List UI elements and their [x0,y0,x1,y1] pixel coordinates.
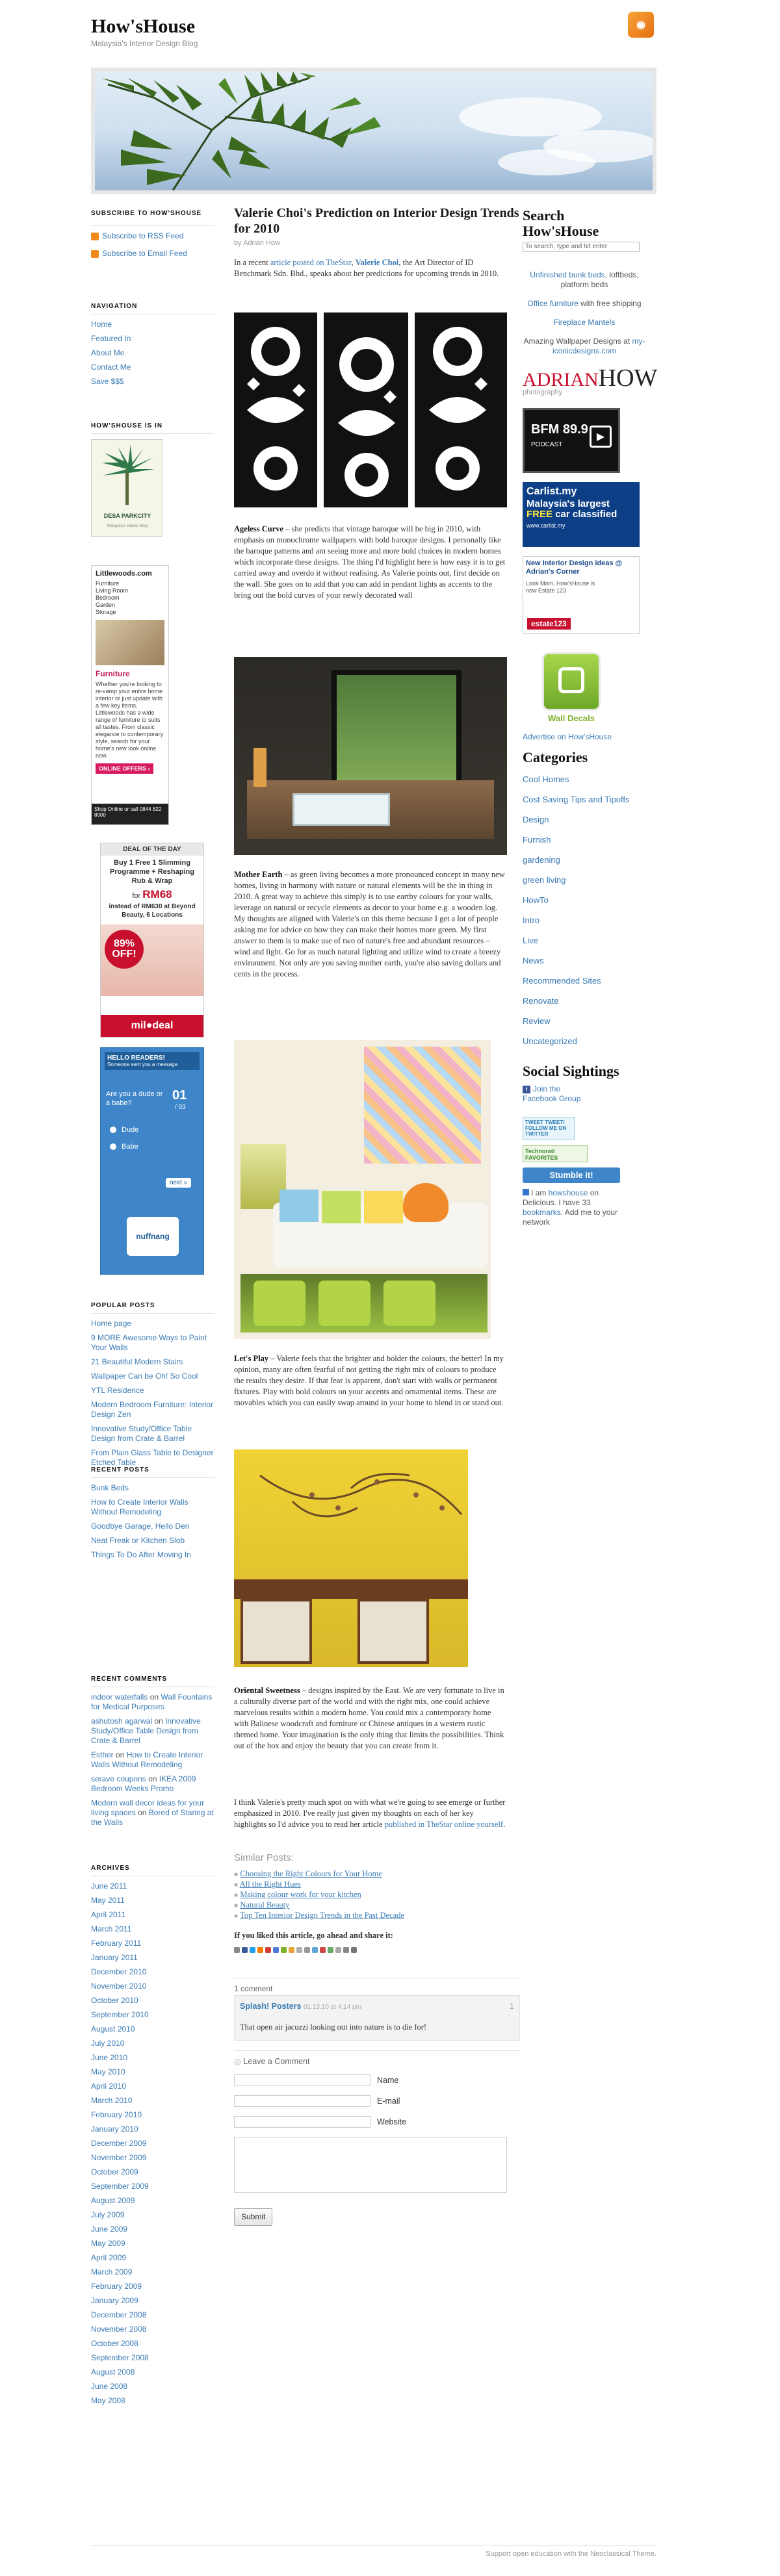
poll-option[interactable] [110,1126,138,1134]
littlewoods-phone: Shop Online or call 0844 822 8000 [92,804,168,824]
archive-link[interactable]: May 2009 [91,2239,125,2248]
archive-link[interactable]: June 2009 [91,2225,128,2234]
category-link[interactable]: Cost Saving Tips and Tipoffs [523,795,630,804]
wall-decals-label[interactable]: Wall Decals [548,713,595,723]
delicious-text: I am howshouse on Delicious. I have 33 bookmarks. Add me to your network [523,1188,618,1227]
comment-bubble-icon: ◎ [234,2057,244,2066]
delicious-profile-link[interactable]: howshouse [548,1188,588,1197]
sponsored-link-item [523,270,646,290]
archive-link[interactable]: October 2008 [91,2339,138,2348]
share-service-icon[interactable] [281,1947,287,1953]
delicious-icon [523,1189,529,1195]
archive-link[interactable]: April 2010 [91,2082,127,2091]
archive-link[interactable]: December 2010 [91,1967,147,1976]
subscribe-rss-link[interactable]: Subscribe to RSS Feed [91,231,214,241]
desa-parkcity-sub: Malaysia's Interior Blog [107,524,148,528]
share-service-icon[interactable] [296,1947,302,1953]
sponsored-link[interactable]: Office furniture [527,299,578,308]
deal-of-the-day-ad[interactable] [100,843,204,1038]
recent-comment-item [91,1750,214,1770]
search-input[interactable]: To search, type and hit enter [523,242,640,252]
sponsored-link-item [523,299,646,309]
recent-comment-item [91,1798,214,1828]
page-wrapper [91,0,656,2576]
similar-post-link[interactable]: Natural Beauty [240,1900,290,1909]
furniture-photo [96,620,164,665]
recent-comment-post[interactable]: Bored of Staring at the Walls [91,1808,214,1827]
category-link[interactable]: Cool Homes [523,774,569,784]
archive-link[interactable]: December 2009 [91,2139,147,2148]
subscribe-heading: SUBSCRIBE TO HOW'SHOUSE [91,210,202,217]
archive-link[interactable]: March 2009 [91,2267,133,2276]
poll-counter: 01 [172,1088,187,1103]
post-outro: I think Valerie's pretty much spot on with what we're going to see emerge or further emphasized in 2010. I've really just given my thoughts on each of her key highlights so I'd advice you to read her article published in TheStar online yourself. [234,1798,506,1829]
thestar-online-link[interactable]: published in TheStar online yourself [384,1820,504,1829]
share-service-icon[interactable] [265,1947,271,1953]
archive-link[interactable]: April 2009 [91,2253,127,2262]
recent-comment-item [91,1716,214,1746]
archive-link[interactable]: January 2009 [91,2296,138,2305]
category-link[interactable]: gardening [523,855,560,865]
share-service-icon[interactable] [257,1947,263,1953]
share-heading: If you liked this article, go ahead and share it: [234,1931,393,1940]
poll-question: Are you a dude or a babe? [106,1090,163,1107]
section-mother-earth: Mother Earth – as green living becomes a more pronounced concept in many new homes, living in harmony with nature or natural elements will be the in thing in 2010. A great way to achieve this simply is to use earthy colours for your walls, leverage on natural or recycle elements as decor to your home e.g. a wooden log. My thoughts are aligned with Valerie's on this theme because I get a lot of people asking me for advice on how they can make their homes more green. My first answer to them is to make use of two of nature's free and abundant resources – wind and light. Go for as much natural lighting and utilize wind to create a breezy environment. Not only are you saving mother earth, you're also saving dollars and cents in the process. [234,870,505,978]
archive-link[interactable]: November 2008 [91,2325,147,2334]
share-service-icon[interactable] [351,1947,357,1953]
recent-comment-on: on [138,1808,147,1817]
palm-tree-icon [92,440,163,511]
similar-posts-heading: Similar Posts: [234,1852,294,1863]
archives-section [91,1865,214,2410]
littlewoods-ad[interactable] [91,565,169,825]
site-tagline: Malaysia's Interior Design Blog [91,39,198,48]
archive-link[interactable]: March 2011 [91,1924,132,1933]
category-link[interactable]: Uncategorized [523,1036,577,1046]
similar-post-link[interactable]: Choosing the Right Colours for Your Home [240,1869,382,1878]
recent-comments-section [91,1676,214,1832]
search-title: Search How'sHouse [523,207,599,239]
subscribe-section [91,209,214,263]
recent-comment-item [91,1774,214,1794]
similar-post-item: « Choosing the Right Colours for Your Home [234,1869,382,1878]
recent-comment-post[interactable]: How to Create Interior Walls Without Remodeling [91,1750,203,1769]
archive-link[interactable]: October 2009 [91,2167,138,2176]
recent-comment-author[interactable]: Esther [91,1750,114,1759]
archive-link[interactable]: August 2010 [91,2024,135,2034]
littlewoods-menu-item[interactable]: Living Room [96,587,129,594]
littlewoods-heading: Furniture [96,669,130,678]
poll-option-label: Dude [122,1126,139,1134]
delicious-bookmarks-link[interactable]: bookmarks [523,1208,561,1217]
category-link[interactable]: News [523,956,544,965]
palm-leaves-image [95,71,459,190]
category-link[interactable]: Renovate [523,996,559,1006]
recent-post-link[interactable]: Goodbye Garage, Hello Den [91,1522,190,1531]
website-label: Website [377,2117,406,2126]
twitter-follow-badge[interactable]: TWEET TWEET! FOLLOW ME ON TWITTER [523,1117,575,1140]
recent-comment-author[interactable]: Modern wall decor ideas for your living spaces [91,1798,205,1817]
radio-button[interactable] [110,1127,116,1133]
littlewoods-menu-item[interactable]: Furniture [96,580,120,587]
facebook-icon: f [523,1086,530,1093]
archive-link[interactable]: October 2010 [91,1996,138,2005]
archive-link[interactable]: May 2010 [91,2067,125,2076]
archive-link[interactable]: May 2011 [91,1896,125,1905]
poll-option[interactable] [110,1143,138,1151]
milkdeal-logo: mil●deal [101,1015,203,1037]
poll-next-button[interactable]: next » [166,1178,191,1188]
footer-text: Support open education with the Neoclassical Theme. [486,2550,656,2558]
carlist-ad[interactable]: Carlist.my Malaysia's largest FREE car classified www.carlist.my [523,482,640,547]
recent-posts-section [91,1466,214,1564]
nuffnang-logo: nuffnang [127,1217,179,1256]
sponsored-link-text: , loftbeds, platform beds [560,270,639,289]
recent-comment-on: on [154,1716,163,1726]
similar-post-item: « Natural Beauty [234,1900,290,1909]
archive-link[interactable]: February 2011 [91,1939,142,1948]
rss-icon [91,233,99,240]
footer [91,2545,656,2558]
recent-comment-on: on [150,1692,159,1702]
nav-item[interactable]: Home [91,320,112,329]
name-input[interactable] [234,2074,370,2086]
category-link[interactable]: green living [523,875,566,885]
deal-badge: 89% OFF! [105,930,144,969]
littlewoods-menu-item[interactable]: Bedroom [96,594,120,601]
similar-post-item: « All the Right Hues [234,1880,301,1889]
deal-title: DEAL OF THE DAY [101,843,203,856]
comment-author-link[interactable]: Splash! Posters [240,2002,302,2011]
featured-in-section [91,422,214,537]
archive-link[interactable]: June 2011 [91,1881,127,1891]
archive-link[interactable]: December 2008 [91,2310,147,2319]
archive-link[interactable]: April 2011 [91,1910,126,1919]
archive-link[interactable]: September 2010 [91,2010,149,2019]
archive-link[interactable]: January 2011 [91,1953,138,1962]
category-link[interactable]: Intro [523,915,540,925]
recent-post-link[interactable]: Bunk Beds [91,1483,129,1492]
share-service-icon[interactable] [335,1947,341,1953]
nav-item[interactable]: About Me [91,348,125,357]
radio-button[interactable] [110,1143,116,1150]
amazing-wallpaper-text: Amazing Wallpaper Designs at my-iconicdesigns.com [523,337,645,355]
recent-post-link[interactable]: Neat Freak or Kitchen Slob [91,1536,185,1545]
colorful-living-room-image [234,1040,491,1339]
share-service-icon[interactable] [320,1947,326,1953]
bfm-podcast-logo[interactable]: BFM 89.9 PODCAST ▶ [523,408,620,473]
sponsored-link[interactable]: Fireplace Mantels [553,318,616,327]
share-icons [234,1945,507,1956]
similar-post-item: « Top Ten Interior Design Trends in the Past Decade [234,1911,404,1920]
recent-comment-author[interactable]: serave coupons [91,1774,146,1783]
post-title[interactable]: Valerie Choi's Prediction on Interior Design Trends for 2010 [234,206,519,236]
popular-post-link[interactable]: From Plain Glass Table to Designer Etched Table [91,1448,214,1467]
leave-comment-heading: ◎ Leave a Comment [234,2050,520,2067]
similar-post-link[interactable]: Making colour work for your kitchen [240,1890,361,1899]
deal-price-prefix: for [132,892,141,900]
comment-textarea[interactable] [234,2137,507,2193]
share-service-icon[interactable] [343,1947,349,1953]
archive-link[interactable]: July 2009 [91,2210,125,2219]
baroque-wallpaper-image [234,312,507,507]
comment-form [234,2074,520,2226]
site-title[interactable]: How'sHouse [91,16,196,37]
comment-text: That open air jacuzzi looking out into nature is to die for! [240,2022,427,2032]
sponsored-link-text: with free shipping [578,299,642,308]
popular-post-link[interactable]: 9 MORE Awesome Ways to Paint Your Walls [91,1333,207,1352]
popular-posts-heading: POPULAR POSTS [91,1302,214,1314]
deal-price: RM68 [142,888,172,900]
main-content [234,205,520,2221]
popular-post-link[interactable]: 21 Beautiful Modern Stairs [91,1357,183,1366]
play-icon: ▶ [590,426,612,448]
nuffnang-poll-ad[interactable] [100,1047,204,1275]
sponsored-link[interactable]: Unfinished bunk beds [530,270,605,279]
recent-comment-item [91,1692,214,1712]
archive-link[interactable]: November 2009 [91,2153,147,2162]
share-service-icon[interactable] [273,1947,279,1953]
comment-date: 01.13.10 at 4:14 pm [303,2004,361,2011]
share-service-icon[interactable] [289,1947,294,1953]
wall-decals-image[interactable] [542,652,601,711]
recent-post-link[interactable]: Things To Do After Moving In [91,1550,191,1559]
recent-comment-author[interactable]: ashutosh agarwal [91,1716,153,1726]
popular-post-link[interactable]: Modern Bedroom Furniture: Interior Design Zen [91,1400,214,1419]
poll-counter-sub: / 03 [175,1104,186,1111]
archive-link[interactable]: June 2010 [91,2053,128,2062]
archives-heading: ARCHIVES [91,1865,214,1876]
comment-number: 1 [510,2002,514,2011]
recent-comment-author[interactable]: indoor waterfalls [91,1692,148,1702]
category-link[interactable]: Review [523,1016,551,1026]
nav-item[interactable]: Featured In [91,334,131,343]
name-label: Name [377,2075,399,2085]
similar-post-link[interactable]: Top Ten Interior Design Trends in the Past Decade [240,1911,404,1920]
deal-line1: Buy 1 Free 1 Slimming Programme + Reshaping Rub & Wrap [110,859,194,885]
poll-option-label: Babe [122,1143,138,1151]
social-sightings-title: Social Sightings [523,1063,619,1079]
subscribe-email-link[interactable]: Subscribe to Email Feed [91,249,214,259]
estate123-ad[interactable]: New Interior Design ideas @ Adrian's Corner Look Mom, How'sHouse is now Estate 123 estate123 [523,556,640,634]
comment-count: 1 comment [234,1978,520,1995]
recent-comment-post[interactable]: Wall Fountains for Medical Purposes [91,1692,213,1711]
archive-link[interactable]: February 2010 [91,2110,142,2119]
share-service-icon[interactable] [304,1947,310,1953]
sponsored-link-item [523,318,646,327]
category-link[interactable]: Live [523,936,538,945]
archive-link[interactable]: June 2008 [91,2382,128,2391]
archive-link[interactable]: September 2009 [91,2182,149,2191]
desa-parkcity-text: DESA PARKCITY [103,513,151,519]
popular-post-link[interactable]: Innovative Study/Office Table Design from Crate & Barrel [91,1424,192,1443]
thestar-article-link[interactable]: article posted on TheStar [270,258,352,267]
right-sidebar [523,207,658,1227]
rss-icon [91,250,99,258]
valerie-choi-link[interactable]: Valerie Choi [355,258,399,267]
navigation-section [91,303,214,391]
category-link[interactable]: Recommended Sites [523,976,601,986]
popular-post-link[interactable]: Wallpaper Can be Oh! So Cool [91,1371,198,1381]
advertise-link[interactable]: Advertise on How'sHouse [523,732,612,741]
popular-post-link[interactable]: Home page [91,1319,132,1328]
iconicdesigns-link[interactable]: my-iconicdesigns.com [552,337,645,355]
category-link[interactable]: Design [523,815,549,824]
share-service-icon[interactable] [328,1947,333,1953]
recent-comments-heading: RECENT COMMENTS [91,1676,214,1687]
archive-link[interactable]: August 2008 [91,2367,135,2377]
email-label: E-mail [377,2096,400,2106]
nav-item[interactable]: Save $$$ [91,377,124,386]
littlewoods-menu-item[interactable]: Storage [96,609,116,615]
header-banner [91,68,656,194]
nav-item[interactable]: Contact Me [91,363,131,372]
poll-hello: HELLO READERS! Someone sent you a message [105,1052,200,1070]
popular-post-link[interactable]: YTL Residence [91,1386,144,1395]
littlewoods-menu-item[interactable]: Garden [96,602,116,608]
category-link[interactable]: HowTo [523,895,549,905]
archive-link[interactable]: May 2008 [91,2396,125,2405]
recent-post-link[interactable]: How to Create Interior Walls Without Remodeling [91,1498,188,1516]
share-service-icon[interactable] [250,1947,255,1953]
share-service-icon[interactable] [234,1947,240,1953]
section-oriental-sweetness: Oriental Sweetness – designs inspired by the East. We are very fortunate to live in a culturally diverse part of the world and with the right mix, one could achieve marvelous results within a modern home. You could mix a contemporary home with Balinese woodcraft and furniture or Chinese antiques in a western rustic themed home. Your imagination is the only thing that limits the possibilities. Think out of the box and enjoy the beauty that you can create from it. [234,1686,504,1750]
stumble-button[interactable]: Stumble it! [523,1167,620,1183]
share-service-icon[interactable] [312,1947,318,1953]
category-link[interactable]: Furnish [523,835,551,845]
archive-link[interactable]: March 2010 [91,2096,133,2105]
section-lets-play: Let's Play – Valerie feels that the brighter and bolder the colours, the better! In my opinion, many are often fearful of not getting the right mix of colours to produce the results they desire. If that fear is apparent, don't start with walls or permanent fixtures. Play with bold colours on your accents and ornamental items. These are movables which you can easily swap around in your home to blend in or stand out. [234,1354,504,1407]
popular-posts-section [91,1302,214,1472]
similar-post-item: « Making colour work for your kitchen [234,1890,361,1899]
share-service-icon[interactable] [242,1947,248,1953]
jacuzzi-room-image [234,657,507,855]
archive-link[interactable]: July 2010 [91,2039,125,2048]
post-intro: In a recent article posted on TheStar, Valerie Choi, the Art Director of ID Benchmark Sdn. Bhd., speaks about her predictions for upcoming trends in 2010. [234,258,499,278]
archive-link[interactable]: August 2009 [91,2196,135,2205]
adrian-how-photography-logo[interactable]: ADRIANHOW photography [523,364,658,396]
archive-link[interactable]: January 2010 [91,2124,138,2134]
categories-title: Categories [523,749,588,765]
similar-post-link[interactable]: All the Right Hues [239,1880,301,1889]
website-input[interactable] [234,2116,370,2128]
featured-in-heading: HOW'SHOUSE IS IN [91,422,214,434]
facebook-group-link[interactable]: f Join the Facebook Group [523,1084,581,1103]
post-byline: by Adrian How [234,239,280,247]
recent-comment-on: on [148,1774,157,1783]
navigation-heading: NAVIGATION [91,303,214,314]
oriental-interior-image [234,1449,468,1667]
recent-posts-heading: RECENT POSTS [91,1466,214,1478]
archive-link[interactable]: February 2009 [91,2282,142,2291]
recent-comment-on: on [116,1750,125,1759]
email-input[interactable] [234,2095,370,2107]
recent-comment-post[interactable]: IKEA 2009 Bedroom Weeks Promo [91,1774,196,1793]
technorati-badge[interactable]: Technorati FAVORITES [523,1145,588,1162]
archive-link[interactable]: November 2010 [91,1982,147,1991]
littlewoods-brand: Littlewoods.com [96,570,152,578]
recent-comment-post[interactable]: Innovative Study/Office Table Design from Crate & Barrel [91,1716,201,1745]
submit-button[interactable]: Submit [234,2208,272,2226]
deal-line2: instead of RM630 at Beyond Beauty, 6 Locations [109,903,196,919]
section-ageless-curve: Ageless Curve – she predicts that vintage baroque will be big in 2010, with emphasis on monochrome wallpapers with bold baroque designs. I personally like the baroque patterns and am seeing more and more bold choices in modern homes which incorporate these designs. The thing I'd highlight here is how easy it is to get carried away and overdo it without realising. As Valerie points out, first decide on the wall. She goes on to add that you can add in pendant lights as accents to the bring out the bold curves of your newly decorated wall [234,524,506,600]
rss-feed-icon[interactable]: ◉ [628,12,654,38]
littlewoods-cta-button[interactable]: ONLINE OFFERS › [96,763,153,774]
archive-link[interactable]: September 2008 [91,2353,149,2362]
desa-parkcity-logo[interactable] [91,439,162,537]
comment-item [234,1995,520,2041]
littlewoods-body: Whether you're looking to re-vamp your entire home interior or just update with a few key items, Littlewoods has a wide range of furniture to suits all tastes. From classic elegance to contemporary style, search for your home's new look online now. [96,681,164,759]
